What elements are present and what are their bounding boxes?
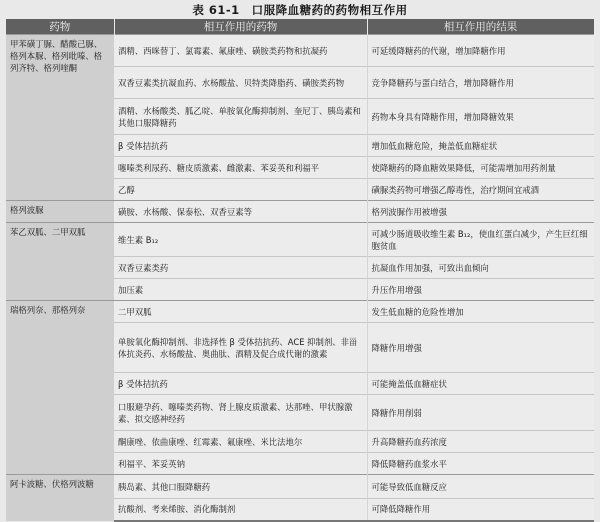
header-interacting-drug: 相互作用的药物	[114, 19, 367, 35]
agent-cell: β 受体拮抗药	[114, 373, 367, 395]
result-cell: 升压作用增强	[367, 279, 594, 301]
agent-cell: β 受体拮抗药	[114, 135, 367, 157]
header-drug: 药物	[6, 19, 114, 35]
table-row	[6, 475, 594, 499]
result-cell: 降低降糖药血浆水平	[367, 453, 594, 475]
table-caption: 表 61-1 口服降血糖药的药物相互作用	[192, 3, 408, 17]
agent-cell: 口服避孕药、噻嗪类药物、肾上腺皮质激素、达那唑、甲状腺激素、拟交感神经药	[114, 395, 367, 431]
result-cell: 增加低血糖危险，掩盖低血糖症状	[367, 135, 594, 157]
drug-cell: 苯乙双胍、二甲双胍	[6, 223, 114, 301]
agent-cell: 胰岛素、其他口服降糖药	[114, 475, 367, 499]
result-cell: 可能掩盖低血糖症状	[367, 373, 594, 395]
result-cell: 可能导致低血糖反应	[367, 475, 594, 499]
result-cell: 发生低血糖的危险性增加	[367, 301, 594, 323]
agent-cell: 维生素 B₁₂	[114, 223, 367, 257]
agent-cell: 酒精、西咪替丁、氯霉素、氟康唑、磺胺类药物和抗凝药	[114, 35, 367, 67]
agent-cell: 二甲双胍	[114, 301, 367, 323]
result-cell: 药物本身具有降糖作用，增加降糖效果	[367, 99, 594, 135]
interaction-table	[6, 19, 595, 522]
agent-cell: 酒精、水杨酸类、胍乙啶、单胺氧化酶抑制剂、奎尼丁、胰岛素和其他口服降糖药	[114, 99, 367, 135]
result-cell: 竞争降糖药与蛋白结合，增加降糖作用	[367, 67, 594, 99]
result-cell: 可减少肠道吸收维生素 B₁₂，使血红蛋白减少，产生巨红细胞贫血	[367, 223, 594, 257]
drug-cell: 瑞格列奈、那格列奈	[6, 301, 114, 475]
agent-cell: 加压素	[114, 279, 367, 301]
agent-cell: 酮康唑、依曲康唑、红霉素、氟康唑、米比法地尔	[114, 431, 367, 453]
drug-cell: 格列波脲	[6, 201, 114, 223]
table-row	[6, 201, 594, 223]
table-row	[6, 301, 594, 323]
result-cell: 升高降糖药血药浓度	[367, 431, 594, 453]
result-cell: 可延缓降糖药的代谢，增加降糖作用	[367, 35, 594, 67]
result-cell: 可降低降糖作用	[367, 499, 594, 521]
drug-cell: 甲苯磺丁脲、醋酸己脲、格列本脲、格列吡嗪、格列齐特、格列喹酮	[6, 35, 114, 201]
result-cell: 使降糖药的降血糖效果降低，可能需增加用药剂量	[367, 157, 594, 179]
drug-cell: 阿卡波糖、伏格列波糖	[6, 475, 114, 521]
agent-cell: 双香豆素类抗凝血药、水杨酸盐、贝特类降脂药、磺胺类药物	[114, 67, 367, 99]
result-cell: 降糖作用削弱	[367, 395, 594, 431]
agent-cell: 噻嗪类利尿药、糖皮质激素、雌激素、苯妥英和利福平	[114, 157, 367, 179]
header-row	[6, 19, 594, 35]
header-result: 相互作用的结果	[367, 19, 594, 35]
result-cell: 抗凝血作用加强，可致出血倾向	[367, 257, 594, 279]
agent-cell: 双香豆素类药	[114, 257, 367, 279]
agent-cell: 抗酸剂、考来烯胺、消化酶制剂	[114, 499, 367, 521]
result-cell: 格列波脲作用被增强	[367, 201, 594, 223]
table-row	[6, 223, 594, 257]
agent-cell: 乙醇	[114, 179, 367, 201]
agent-cell: 磺胺、水杨酸、保泰松、双香豆素等	[114, 201, 367, 223]
result-cell: 降糖作用增强	[367, 323, 594, 373]
agent-cell: 单胺氧化酶抑制剂、非选择性 β 受体拮抗药、ACE 抑制剂、非甾体抗炎药、水杨酸盐、奥曲肽、酒精及促合成代谢的激素	[114, 323, 367, 373]
table-row	[6, 35, 594, 67]
agent-cell: 利福平、苯妥英钠	[114, 453, 367, 475]
result-cell: 磺脲类药物可增强乙醇毒性，治疗期间宜戒酒	[367, 179, 594, 201]
